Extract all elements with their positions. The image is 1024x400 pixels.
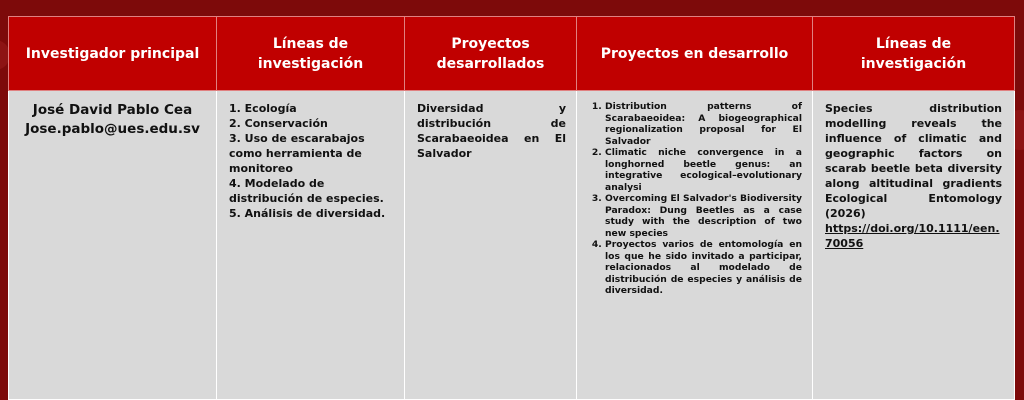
investigator-email: Jose.pablo@ues.edu.sv — [25, 121, 200, 137]
header-research-lines: Líneas de investigación — [217, 17, 405, 91]
project-item: 1. Distribution patterns of Scarabaeoidea: A biogeographical regionalization proposal for El Salvador — [605, 101, 802, 147]
research-lines-cell — [217, 91, 405, 400]
projects-in-progress-cell — [577, 91, 813, 400]
project-item: 3. Overcoming El Salvador's Biodiversity Paradox: Dung Beetles as a case study with the description of two new species — [605, 193, 802, 239]
project-item: 4. Proyectos varios de entomología en los que he sido invitado a participar, relacionados al modelado de distribución de especies y análisis de diversidad. — [605, 239, 802, 297]
project-item: 2. Climatic niche convergence in a longhorned beetle genus: an integrative ecological–evolutionary analysi — [605, 147, 802, 193]
research-line-item: 3. Uso de escarabajos como herramienta de monitoreo — [229, 132, 365, 175]
publication-doi-link[interactable]: https://doi.org/10.1111/een.70056 — [825, 222, 1000, 250]
projects-list — [585, 101, 802, 297]
publication-text: Species distribution modelling reveals the influence of climatic and geographic factors on scarab beetle beta diversity along altitudinal gradients Ecological Entomology (2026) — [825, 102, 1002, 220]
investigator-name: José David Pablo Cea — [32, 102, 193, 118]
research-line-item: 5. Análisis de diversidad. — [229, 207, 386, 220]
research-table — [8, 16, 1015, 400]
completed-projects-cell — [405, 91, 577, 400]
header-completed-projects: Proyectos desarrollados — [405, 17, 577, 91]
header-projects-in-progress: Proyectos en desarrollo — [577, 17, 813, 91]
investigator-cell — [9, 91, 217, 400]
publication-cell — [813, 91, 1015, 400]
research-line-item: 4. Modelado de distribución de especies. — [229, 177, 384, 205]
research-line-item: 2. Conservación — [229, 117, 328, 130]
header-investigator: Investigador principal — [9, 17, 217, 91]
header-row — [9, 17, 1015, 91]
completed-project-text: Diversidad y distribución de Scarabaeoidea en El Salvador — [417, 102, 566, 160]
research-line-item: 1. Ecología — [229, 102, 297, 115]
header-research-publication: Líneas de investigación — [813, 17, 1015, 91]
table-row — [9, 91, 1015, 400]
research-table-container — [8, 16, 1014, 400]
